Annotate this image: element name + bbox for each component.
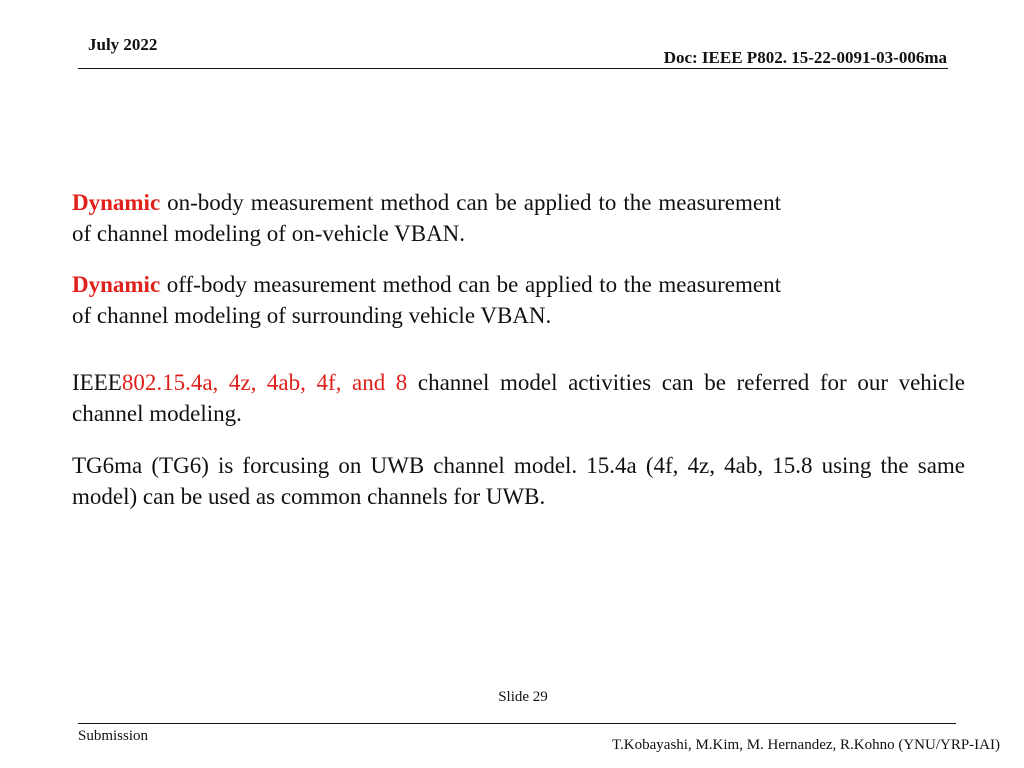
header-divider bbox=[78, 68, 948, 69]
paragraph-ieee-activities bbox=[72, 367, 965, 429]
header-date: July 2022 bbox=[88, 35, 158, 54]
highlight-dynamic: Dynamic bbox=[72, 190, 161, 215]
paragraph-tg6ma: TG6ma (TG6) is forcusing on UWB channel model. 15.4a (4f, 4z, 4ab, 15.8 using the same model) can be used as common channels for UWB. bbox=[72, 453, 965, 509]
paragraph-dynamic-off-body bbox=[72, 269, 781, 331]
paragraph-text: off-body measurement method can be applied to the measurement of channel modeling of surrounding vehicle VBAN. bbox=[72, 272, 781, 328]
footer-divider bbox=[78, 723, 956, 724]
paragraph-prefix: IEEE bbox=[72, 370, 122, 395]
paragraph-text: on-body measurement method can be applied to the measurement of channel modeling of on-vehicle VBAN. bbox=[72, 190, 781, 246]
paragraph-text: channel model activities can be referred for our vehicle channel modeling. bbox=[72, 370, 965, 426]
footer-authors: T.Kobayashi, M.Kim, M. Hernandez, R.Kohno (YNU/YRP-IAI) bbox=[612, 737, 1000, 753]
slide-number: Slide 29 bbox=[498, 689, 548, 705]
footer-submission: Submission bbox=[78, 728, 149, 744]
paragraph-dynamic-on-body bbox=[72, 187, 781, 249]
header-doc-id: Doc: IEEE P802. 15-22-0091-03-006ma bbox=[663, 48, 947, 67]
highlight-dynamic: Dynamic bbox=[72, 272, 161, 297]
highlight-standards: 802.15.4a, 4z, 4ab, 4f, and 8 bbox=[121, 370, 408, 395]
